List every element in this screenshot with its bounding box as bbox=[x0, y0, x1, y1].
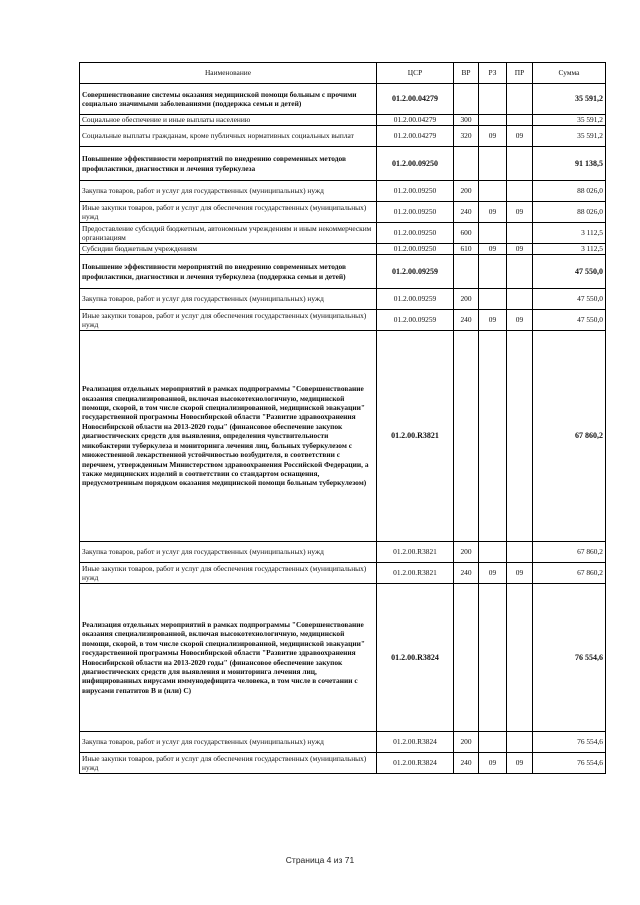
row-name: Закупка товаров, работ и услуг для государственных (муниципальных) нужд bbox=[80, 289, 377, 310]
row-csr: 01.2.00.04279 bbox=[377, 84, 454, 115]
row-sum: 35 591,2 bbox=[533, 84, 606, 115]
row-name: Иные закупки товаров, работ и услуг для обеспечения государственных (муниципальных) нужд bbox=[80, 753, 377, 774]
row-sum: 67 860,2 bbox=[533, 563, 606, 584]
row-vr: 600 bbox=[454, 223, 479, 244]
header-rz: РЗ bbox=[479, 63, 507, 84]
table-row bbox=[80, 542, 606, 563]
row-vr bbox=[454, 255, 479, 289]
row-name: Закупка товаров, работ и услуг для государственных (муниципальных) нужд bbox=[80, 732, 377, 753]
row-vr: 320 bbox=[454, 126, 479, 147]
row-rz bbox=[479, 147, 507, 181]
row-csr: 01.2.00.09250 bbox=[377, 181, 454, 202]
row-name: Иные закупки товаров, работ и услуг для обеспечения государственных (муниципальных) нужд bbox=[80, 202, 377, 223]
row-name: Закупка товаров, работ и услуг для государственных (муниципальных) нужд bbox=[80, 181, 377, 202]
row-vr: 200 bbox=[454, 542, 479, 563]
row-pr bbox=[507, 115, 533, 126]
row-rz: 09 bbox=[479, 202, 507, 223]
row-rz bbox=[479, 181, 507, 202]
row-pr bbox=[507, 223, 533, 244]
row-csr: 01.2.00.R3824 bbox=[377, 753, 454, 774]
row-vr: 240 bbox=[454, 202, 479, 223]
row-csr: 01.2.00.09250 bbox=[377, 202, 454, 223]
row-sum: 3 112,5 bbox=[533, 223, 606, 244]
table-row bbox=[80, 584, 606, 732]
row-pr bbox=[507, 542, 533, 563]
row-csr: 01.2.00.R3821 bbox=[377, 542, 454, 563]
table-row bbox=[80, 244, 606, 255]
row-rz: 09 bbox=[479, 126, 507, 147]
row-pr: 09 bbox=[507, 202, 533, 223]
row-sum: 47 550,0 bbox=[533, 289, 606, 310]
row-sum: 47 550,0 bbox=[533, 310, 606, 331]
row-vr bbox=[454, 584, 479, 732]
row-name: Повышение эффективности мероприятий по внедрению современных методов профилактики, диагностики и лечения туберкулеза bbox=[80, 147, 377, 181]
row-pr bbox=[507, 181, 533, 202]
row-sum: 76 554,6 bbox=[533, 584, 606, 732]
row-rz: 09 bbox=[479, 310, 507, 331]
row-rz bbox=[479, 331, 507, 542]
row-pr: 09 bbox=[507, 310, 533, 331]
row-rz: 09 bbox=[479, 563, 507, 584]
row-name: Социальные выплаты гражданам, кроме публичных нормативных социальных выплат bbox=[80, 126, 377, 147]
row-sum: 67 860,2 bbox=[533, 542, 606, 563]
row-vr bbox=[454, 331, 479, 542]
header-pr: ПР bbox=[507, 63, 533, 84]
table-row bbox=[80, 202, 606, 223]
table-row bbox=[80, 126, 606, 147]
row-pr bbox=[507, 584, 533, 732]
row-csr: 01.2.00.09259 bbox=[377, 289, 454, 310]
row-vr: 240 bbox=[454, 563, 479, 584]
row-sum: 35 591,2 bbox=[533, 115, 606, 126]
row-sum: 47 550,0 bbox=[533, 255, 606, 289]
row-rz bbox=[479, 223, 507, 244]
row-vr: 200 bbox=[454, 732, 479, 753]
table-row bbox=[80, 84, 606, 115]
row-vr: 300 bbox=[454, 115, 479, 126]
row-name: Иные закупки товаров, работ и услуг для обеспечения государственных (муниципальных) нужд bbox=[80, 310, 377, 331]
row-name: Реализация отдельных мероприятий в рамках подпрограммы "Совершенствование оказания специализированной, включая высокотехнологичную, медицинской помощи, скорой, в том числе скорой специализированной, медицинской эвакуации" государственной программы Новосибирской области "Развитие здравоохранения Новосибирской области на 2013-2020 годы" (финансовое обеспечение закупок диагностических средств для выявления, определения чувствительности микобактерии туберкулеза и мониторинга лечения лиц, больных туберкулезом с множественной лекарственной устойчивостью возбудителя, в соответствии с перечнем, утвержденным Министерством здравоохранения Российской Федерации, а также медицинских изделий в соответствии со стандартом оснащения, предусмотренным порядком оказания медицинской помощи больным туберкулезом) bbox=[80, 331, 377, 542]
row-csr: 01.2.00.04279 bbox=[377, 115, 454, 126]
row-name: Иные закупки товаров, работ и услуг для обеспечения государственных (муниципальных) нужд bbox=[80, 563, 377, 584]
row-csr: 01.2.00.R3821 bbox=[377, 563, 454, 584]
table-row bbox=[80, 732, 606, 753]
row-csr: 01.2.00.R3824 bbox=[377, 584, 454, 732]
row-pr: 09 bbox=[507, 563, 533, 584]
row-csr: 01.2.00.R3821 bbox=[377, 331, 454, 542]
row-csr: 01.2.00.09250 bbox=[377, 147, 454, 181]
header-csr: ЦСР bbox=[377, 63, 454, 84]
row-rz bbox=[479, 84, 507, 115]
table-row bbox=[80, 115, 606, 126]
budget-table bbox=[79, 62, 606, 774]
row-csr: 01.2.00.09250 bbox=[377, 244, 454, 255]
row-pr bbox=[507, 255, 533, 289]
row-rz bbox=[479, 584, 507, 732]
table-row bbox=[80, 289, 606, 310]
row-name: Социальное обеспечение и иные выплаты населению bbox=[80, 115, 377, 126]
page-number-footer: Страница 4 из 71 bbox=[285, 855, 355, 865]
row-csr: 01.2.00.09259 bbox=[377, 255, 454, 289]
header-name: Наименование bbox=[80, 63, 377, 84]
table-row bbox=[80, 223, 606, 244]
row-sum: 3 112,5 bbox=[533, 244, 606, 255]
row-rz bbox=[479, 542, 507, 563]
row-sum: 35 591,2 bbox=[533, 126, 606, 147]
row-rz: 09 bbox=[479, 244, 507, 255]
row-pr: 09 bbox=[507, 126, 533, 147]
row-rz bbox=[479, 115, 507, 126]
header-sum: Сумма bbox=[533, 63, 606, 84]
row-vr: 200 bbox=[454, 181, 479, 202]
table-row bbox=[80, 147, 606, 181]
row-name: Реализация отдельных мероприятий в рамках подпрограммы "Совершенствование оказания специализированной, включая высокотехнологичную, медицинской помощи, скорой, в том числе скорой специализированной, медицинской эвакуации" государственной программы Новосибирской области "Развитие здравоохранения Новосибирской области на 2013-2020 годы" (финансовое обеспечение закупок диагностических средств для выявления и мониторинга лечения лиц, инфицированных вирусами иммунодефицита человека, в том числе в сочетании с вирусами гепатитов В и (или) С) bbox=[80, 584, 377, 732]
row-name: Предоставление субсидий бюджетным, автономным учреждениям и иным некоммерческим организациям bbox=[80, 223, 377, 244]
table-row bbox=[80, 255, 606, 289]
row-vr bbox=[454, 147, 479, 181]
row-pr bbox=[507, 331, 533, 542]
table-row bbox=[80, 181, 606, 202]
row-sum: 88 026,0 bbox=[533, 202, 606, 223]
row-rz: 09 bbox=[479, 753, 507, 774]
row-name: Повышение эффективности мероприятий по внедрению современных методов профилактики, диагностики и лечения туберкулеза (поддержка семьи и детей) bbox=[80, 255, 377, 289]
row-csr: 01.2.00.04279 bbox=[377, 126, 454, 147]
row-vr: 240 bbox=[454, 753, 479, 774]
row-rz bbox=[479, 255, 507, 289]
row-sum: 76 554,6 bbox=[533, 732, 606, 753]
header-vr: ВР bbox=[454, 63, 479, 84]
row-csr: 01.2.00.09259 bbox=[377, 310, 454, 331]
row-rz bbox=[479, 289, 507, 310]
row-vr: 200 bbox=[454, 289, 479, 310]
row-vr: 610 bbox=[454, 244, 479, 255]
table-row bbox=[80, 310, 606, 331]
table-row bbox=[80, 331, 606, 542]
table-row bbox=[80, 753, 606, 774]
table-header-row bbox=[80, 63, 606, 84]
row-name: Совершенствование системы оказания медицинской помощи больным с прочими социально значимыми заболеваниями (поддержка семьи и детей) bbox=[80, 84, 377, 115]
row-csr: 01.2.00.09250 bbox=[377, 223, 454, 244]
row-pr bbox=[507, 84, 533, 115]
row-csr: 01.2.00.R3824 bbox=[377, 732, 454, 753]
row-pr bbox=[507, 732, 533, 753]
row-pr: 09 bbox=[507, 753, 533, 774]
row-sum: 76 554,6 bbox=[533, 753, 606, 774]
row-name: Субсидии бюджетным учреждениям bbox=[80, 244, 377, 255]
row-rz bbox=[479, 732, 507, 753]
row-sum: 88 026,0 bbox=[533, 181, 606, 202]
row-pr bbox=[507, 147, 533, 181]
row-name: Закупка товаров, работ и услуг для государственных (муниципальных) нужд bbox=[80, 542, 377, 563]
row-pr: 09 bbox=[507, 244, 533, 255]
row-vr: 240 bbox=[454, 310, 479, 331]
row-pr bbox=[507, 289, 533, 310]
row-vr bbox=[454, 84, 479, 115]
row-sum: 67 860,2 bbox=[533, 331, 606, 542]
row-sum: 91 138,5 bbox=[533, 147, 606, 181]
table-row bbox=[80, 563, 606, 584]
